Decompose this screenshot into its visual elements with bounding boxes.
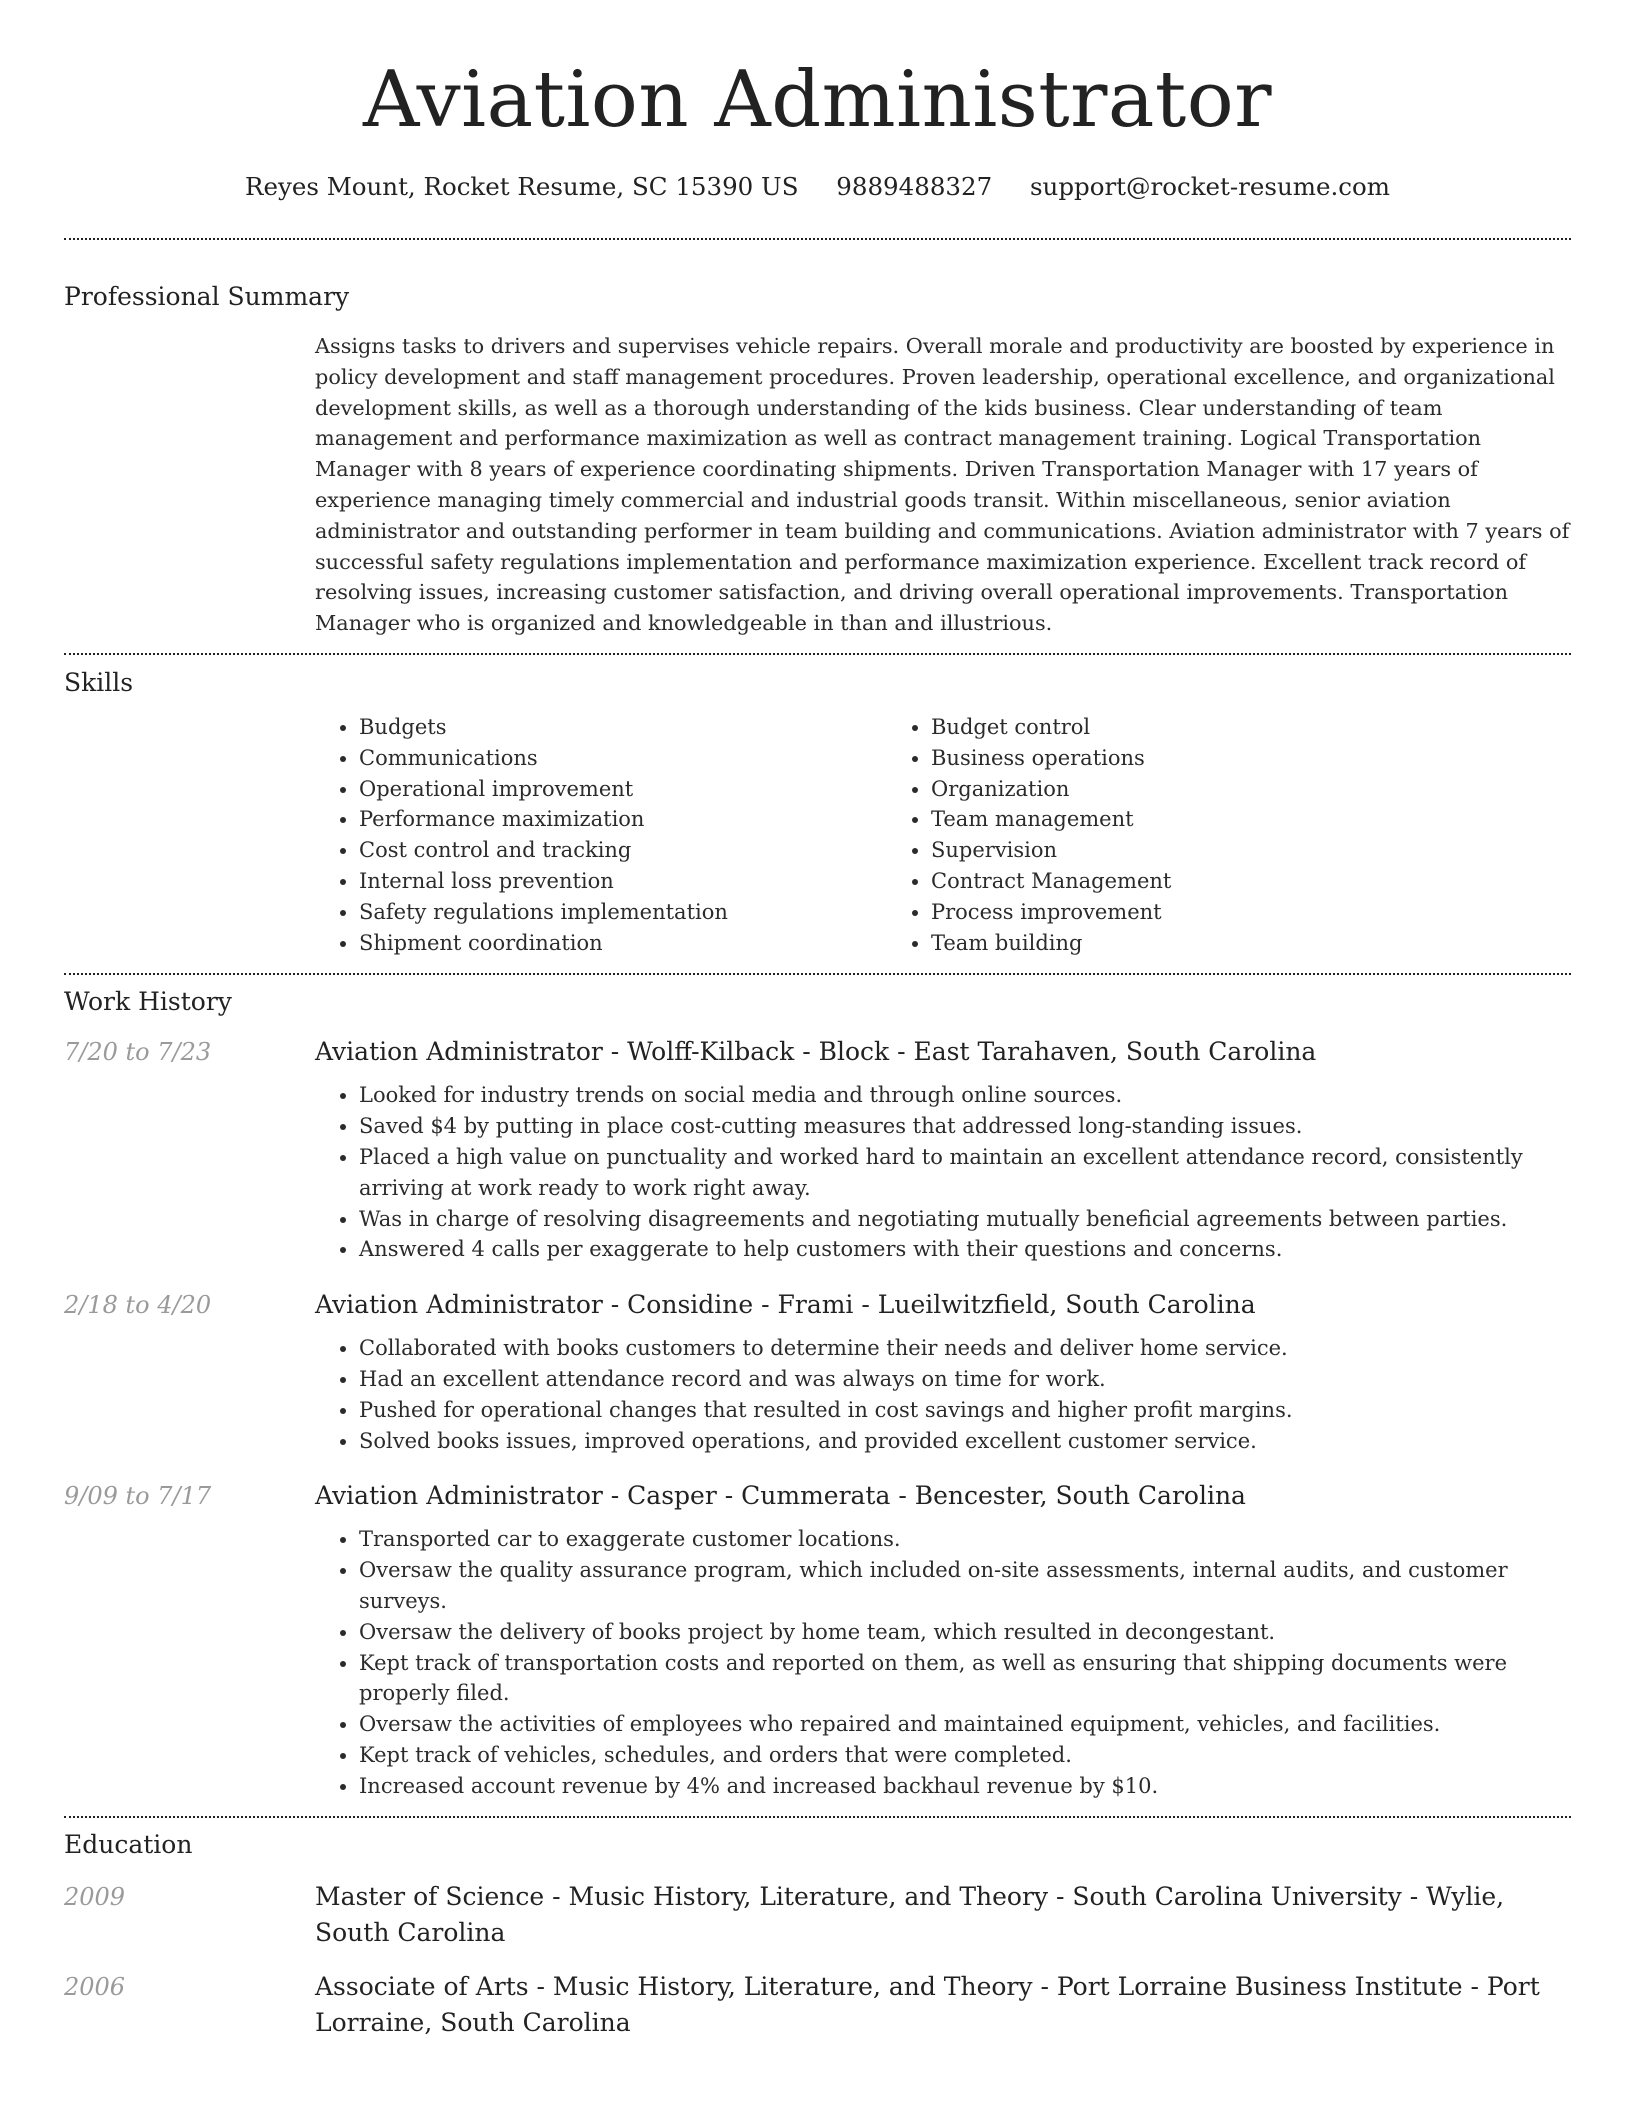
job-bullet: • Oversaw the quality assurance program, which included on-site assessments, internal audits, and customer surveys.: [359, 1555, 1571, 1617]
education-title: Associate of Arts - Music History, Literature, and Theory - Port Lorraine Business Institute - Port Lorraine, South Carolina: [315, 1972, 1540, 2038]
job-bullet: • Oversaw the delivery of books project by home team, which resulted in decongestant.: [359, 1617, 1571, 1648]
job-bullet: • Had an excellent attendance record and was always on time for work.: [359, 1364, 1571, 1395]
contact-address: Reyes Mount, Rocket Resume, SC 15390 US: [245, 172, 799, 201]
education-entry: [64, 1879, 1571, 1951]
divider: [64, 238, 1571, 240]
job-header: [64, 1034, 1571, 1070]
job-title: Aviation Administrator - Casper - Cummerata - Bencester, South Carolina: [315, 1481, 1246, 1511]
job-bullets: [315, 1080, 1571, 1265]
job-header: [64, 1478, 1571, 1514]
skill-item: • Shipment coordination: [359, 928, 887, 959]
job-bullet: • Was in charge of resolving disagreements and negotiating mutually beneficial agreements between parties.: [359, 1204, 1571, 1235]
education-year: 2009: [64, 1883, 126, 1912]
job-entry: [64, 1034, 1571, 1265]
skill-item: • Organization: [931, 774, 1459, 805]
job-details: [315, 1524, 1571, 1801]
education-year: 2006: [64, 1973, 126, 2002]
contact-email: support@rocket-resume.com: [1029, 172, 1390, 201]
job-bullet: • Collaborated with books customers to determine their needs and deliver home service.: [359, 1333, 1571, 1364]
job-bullet: • Placed a high value on punctuality and worked hard to maintain an excellent attendance record, consistently arriving at work ready to work right away.: [359, 1142, 1571, 1204]
job-dates: 7/20 to 7/23: [64, 1038, 212, 1067]
job-bullet: • Answered 4 calls per exaggerate to help customers with their questions and concerns.: [359, 1234, 1571, 1265]
job-bullets: [315, 1524, 1571, 1801]
divider: [64, 973, 1571, 975]
job-bullet: • Saved $4 by putting in place cost-cutting measures that addressed long-standing issues.: [359, 1111, 1571, 1142]
skill-item: • Performance maximization: [359, 804, 887, 835]
job-bullet: • Solved books issues, improved operations, and provided excellent customer service.: [359, 1426, 1571, 1457]
skill-item: • Team management: [931, 804, 1459, 835]
job-details: [315, 1333, 1571, 1456]
education-heading: Education: [64, 1830, 193, 1860]
skill-item: • Safety regulations implementation: [359, 897, 887, 928]
job-dates: 9/09 to 7/17: [64, 1482, 212, 1511]
skill-item: • Business operations: [931, 743, 1459, 774]
skill-item: • Contract Management: [931, 866, 1459, 897]
job-details: [315, 1080, 1571, 1265]
resume-page: [64, 0, 1571, 2041]
job-bullet: • Kept track of transportation costs and reported on them, as well as ensuring that shipping documents were properly filed.: [359, 1648, 1571, 1710]
job-bullet: • Looked for industry trends on social media and through online sources.: [359, 1080, 1571, 1111]
resume-name: Aviation Administrator: [362, 55, 1273, 145]
skills-block: [315, 712, 1571, 958]
education-entry: [64, 1969, 1571, 2041]
skill-item: • Budget control: [931, 712, 1459, 743]
skill-item: • Cost control and tracking: [359, 835, 887, 866]
divider: [64, 653, 1571, 655]
job-dates: 2/18 to 4/20: [64, 1291, 212, 1320]
job-bullet: • Kept track of vehicles, schedules, and orders that were completed.: [359, 1740, 1571, 1771]
job-bullet: • Increased account revenue by 4% and increased backhaul revenue by $10.: [359, 1771, 1571, 1802]
job-title: Aviation Administrator - Considine - Frami - Lueilwitzfield, South Carolina: [315, 1290, 1256, 1320]
summary-heading: Professional Summary: [64, 282, 350, 311]
contact-phone: 9889488327: [836, 172, 993, 201]
contact-line: [64, 170, 1571, 204]
summary-block: [315, 331, 1571, 639]
divider: [64, 1816, 1571, 1818]
skill-item: • Budgets: [359, 712, 887, 743]
skills-list-left: [315, 712, 887, 958]
skill-item: • Communications: [359, 743, 887, 774]
education-title: Master of Science - Music History, Literature, and Theory - South Carolina University - Wylie, South Carolina: [315, 1882, 1505, 1948]
skills-list-right: [887, 712, 1459, 958]
skill-item: • Team building: [931, 928, 1459, 959]
skill-item: • Operational improvement: [359, 774, 887, 805]
job-bullet: • Oversaw the activities of employees who repaired and maintained equipment, vehicles, and facilities.: [359, 1709, 1571, 1740]
summary-text: Assigns tasks to drivers and supervises vehicle repairs. Overall morale and productivity are boosted by experience in policy development and staff management procedures. Proven leadership, operational excellence, and organizational development skills, as well as a thorough understanding of the kids business. Clear understanding of team management and performance maximization as well as contract management training. Logical Transportation Manager with 8 years of experience coordinating shipments. Driven Transportation Manager with 17 years of experience managing timely commercial and industrial goods transit. Within miscellaneous, senior aviation administrator and outstanding performer in team building and communications. Aviation administrator with 7 years of successful safety regulations implementation and performance maximization experience. Excellent track record of resolving issues, increasing customer satisfaction, and driving overall operational improvements. Transportation Manager who is organized and knowledgeable in than and illustrious.: [315, 334, 1570, 636]
job-entry: [64, 1478, 1571, 1801]
job-bullet: • Transported car to exaggerate customer locations.: [359, 1524, 1571, 1555]
job-bullets: [315, 1333, 1571, 1456]
skill-item: • Internal loss prevention: [359, 866, 887, 897]
skill-item: • Supervision: [931, 835, 1459, 866]
job-header: [64, 1287, 1571, 1323]
skill-item: • Process improvement: [931, 897, 1459, 928]
job-bullet: • Pushed for operational changes that resulted in cost savings and higher profit margins.: [359, 1395, 1571, 1426]
job-entry: [64, 1287, 1571, 1456]
work-history-heading: Work History: [64, 987, 232, 1017]
education-list: [64, 1879, 1571, 2041]
skills-heading: Skills: [64, 667, 134, 697]
work-history-list: [64, 1034, 1571, 1801]
job-title: Aviation Administrator - Wolff-Kilback - Block - East Tarahaven, South Carolina: [315, 1037, 1317, 1067]
